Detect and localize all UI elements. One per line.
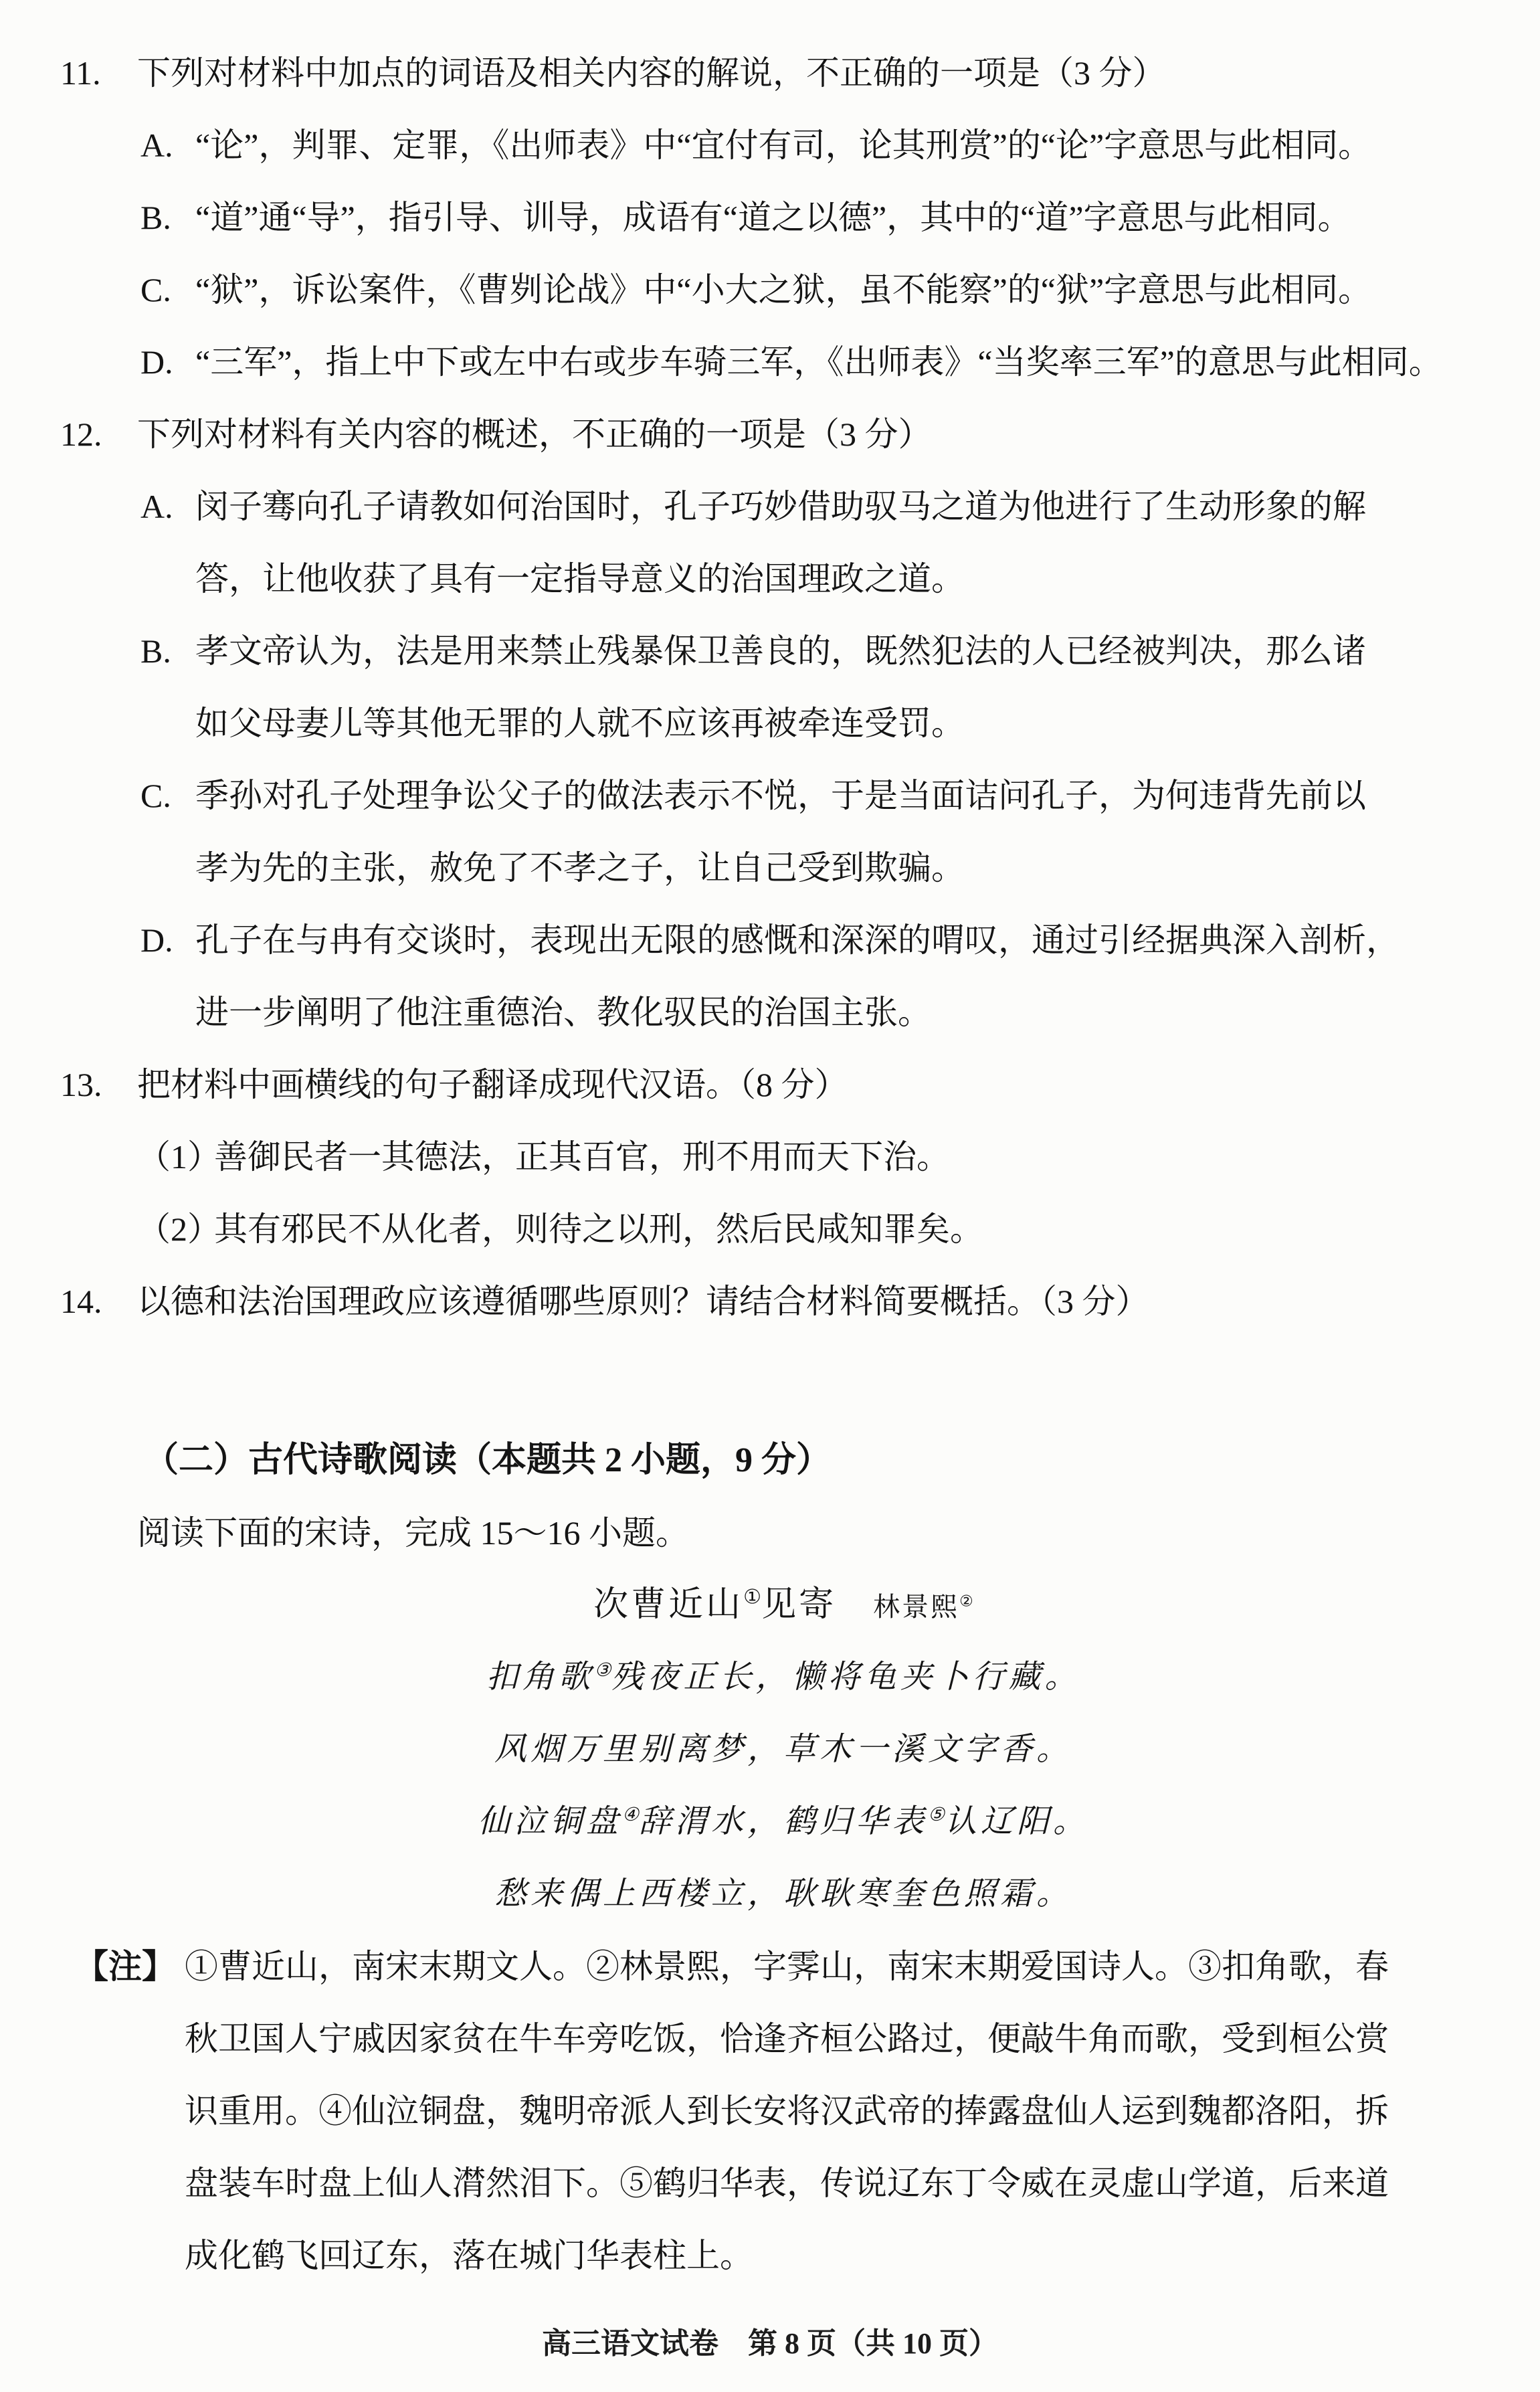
question-11-option-b	[0, 181, 1540, 254]
option-label: D.	[140, 921, 173, 959]
subitem-label: （1）	[137, 1138, 221, 1176]
question-13-stem	[0, 1048, 1540, 1121]
option-text: 答，让他收获了具有一定指导意义的治国理政之道。	[195, 560, 965, 597]
poem-title-line	[0, 1569, 1540, 1641]
option-label: D.	[140, 343, 173, 381]
note-label: 【注】	[75, 1948, 175, 1985]
question-12-option-b-cont	[0, 687, 1540, 759]
note-line-3: 识重用。④仙泣铜盘，魏明帝派人到长安将汉武帝的捧露盘仙人运到魏都洛阳，拆	[185, 2092, 1389, 2130]
option-text: 孝文帝认为，法是用来禁止残暴保卫善良的，既然犯法的人已经被判决，那么诸	[195, 632, 1366, 670]
question-12-option-b	[0, 615, 1540, 687]
question-stem-text: 以德和法治国理政应该遵循哪些原则？请结合材料简要概括。（3 分）	[137, 1283, 1149, 1320]
question-stem-text: 下列对材料中加点的词语及相关内容的解说，不正确的一项是（3 分）	[137, 54, 1166, 92]
question-11-option-d	[0, 326, 1540, 398]
question-13	[0, 1048, 1540, 1265]
question-13-item-1	[0, 1121, 1540, 1193]
poem	[0, 1569, 1540, 1930]
poem-author: 林景熙②	[873, 1592, 973, 1622]
note-line-1	[0, 1930, 1540, 2003]
note-line-5: 成化鹤飞回辽东，落在城门华表柱上。	[185, 2237, 753, 2274]
question-14	[0, 1265, 1540, 1338]
question-12	[0, 398, 1540, 1048]
poem-line-1: 扣角歌③残夜正长，懒将龟夹卜行藏。	[486, 1659, 1081, 1695]
question-12-option-a	[0, 470, 1540, 543]
option-text: 进一步阐明了他注重德治、教化驭民的治国主张。	[195, 994, 931, 1031]
option-text: 闵子骞向孔子请教如何治国时，孔子巧妙借助驭马之道为他进行了生动形象的解	[195, 488, 1366, 525]
option-label: B.	[140, 632, 171, 670]
poem-notes	[0, 1930, 1540, 2292]
option-text: “道”通“导”，指引导、训导，成语有“道之以德”，其中的“道”字意思与此相同。	[195, 199, 1351, 236]
question-11-option-a	[0, 109, 1540, 181]
option-text: 季孙对孔子处理争讼父子的做法表示不悦，于是当面诘问孔子，为何违背先前以	[195, 777, 1366, 814]
poem-title: 次曹近山①见寄	[593, 1585, 837, 1624]
option-text: 孔子在与冉有交谈时，表现出无限的感慨和深深的喟叹，通过引经据典深入剖析，	[195, 921, 1400, 959]
subitem-text: 善御民者一其德法，正其百官，刑不用而天下治。	[214, 1138, 950, 1176]
question-stem-text: 下列对材料有关内容的概述，不正确的一项是（3 分）	[137, 416, 932, 453]
poem-line-4: 愁来偶上西楼立，耿耿寒奎色照霜。	[494, 1876, 1072, 1912]
question-12-option-a-cont	[0, 543, 1540, 615]
subitem-label: （2）	[137, 1210, 221, 1248]
option-label: C.	[140, 271, 171, 308]
option-text: 孝为先的主张，赦免了不孝之子，让自己受到欺骗。	[195, 849, 965, 887]
option-text: “狱”，诉讼案件，《曹刿论战》中“小大之狱，虽不能察”的“狱”字意思与此相同。	[195, 271, 1372, 308]
question-12-stem	[0, 398, 1540, 470]
question-12-option-d-cont	[0, 976, 1540, 1048]
page-footer: 高三语文试卷 第 8 页（共 10 页）	[542, 2327, 998, 2360]
note-text: ①曹近山，南宋末期文人。②林景熙，字霁山，南宋末期爱国诗人。③扣角歌，春	[185, 1948, 1389, 1985]
option-label: C.	[140, 777, 171, 814]
note-line-2: 秋卫国人宁戚因家贫在牛车旁吃饭，恰逢齐桓公路过，便敲牛角而歌，受到桓公赏	[185, 2020, 1389, 2057]
section-2-intro: 阅读下面的宋诗，完成 15～16 小题。	[137, 1514, 689, 1552]
poem-line-3: 仙泣铜盘④辞渭水，鹤归华表⑤认辽阳。	[478, 1804, 1089, 1839]
question-number: 13.	[60, 1066, 102, 1103]
subitem-text: 其有邪民不从化者，则待之以刑，然后民咸知罪矣。	[214, 1210, 983, 1248]
option-text: “论”，判罪、定罪，《出师表》中“宜付有司，论其刑赏”的“论”字意思与此相同。	[195, 126, 1372, 164]
note-line-4: 盘装车时盘上仙人潸然泪下。⑤鹤归华表，传说辽东丁令威在灵虚山学道，后来道	[185, 2165, 1389, 2202]
section-2-heading: （二）古代诗歌阅读（本题共 2 小题，9 分）	[144, 1441, 832, 1479]
question-12-option-d	[0, 904, 1540, 976]
option-text: 如父母妻儿等其他无罪的人就不应该再被牵连受罚。	[195, 705, 965, 742]
question-number: 14.	[60, 1283, 102, 1320]
question-11	[0, 37, 1540, 398]
option-text: “三军”，指上中下或左中右或步车骑三军，《出师表》“当奖率三军”的意思与此相同。	[195, 343, 1442, 381]
option-label: B.	[140, 199, 171, 236]
question-12-option-c-cont	[0, 832, 1540, 904]
question-14-stem	[0, 1265, 1540, 1338]
question-stem-text: 把材料中画横线的句子翻译成现代汉语。（8 分）	[137, 1066, 848, 1103]
question-13-item-2	[0, 1193, 1540, 1265]
question-number: 11.	[60, 54, 101, 92]
option-label: A.	[140, 126, 173, 164]
question-11-stem	[0, 37, 1540, 109]
option-label: A.	[140, 488, 173, 525]
question-11-option-c	[0, 254, 1540, 326]
question-number: 12.	[60, 416, 102, 453]
poem-line-2: 风烟万里别离梦，草木一溪文字香。	[494, 1732, 1072, 1767]
question-12-option-c	[0, 759, 1540, 832]
